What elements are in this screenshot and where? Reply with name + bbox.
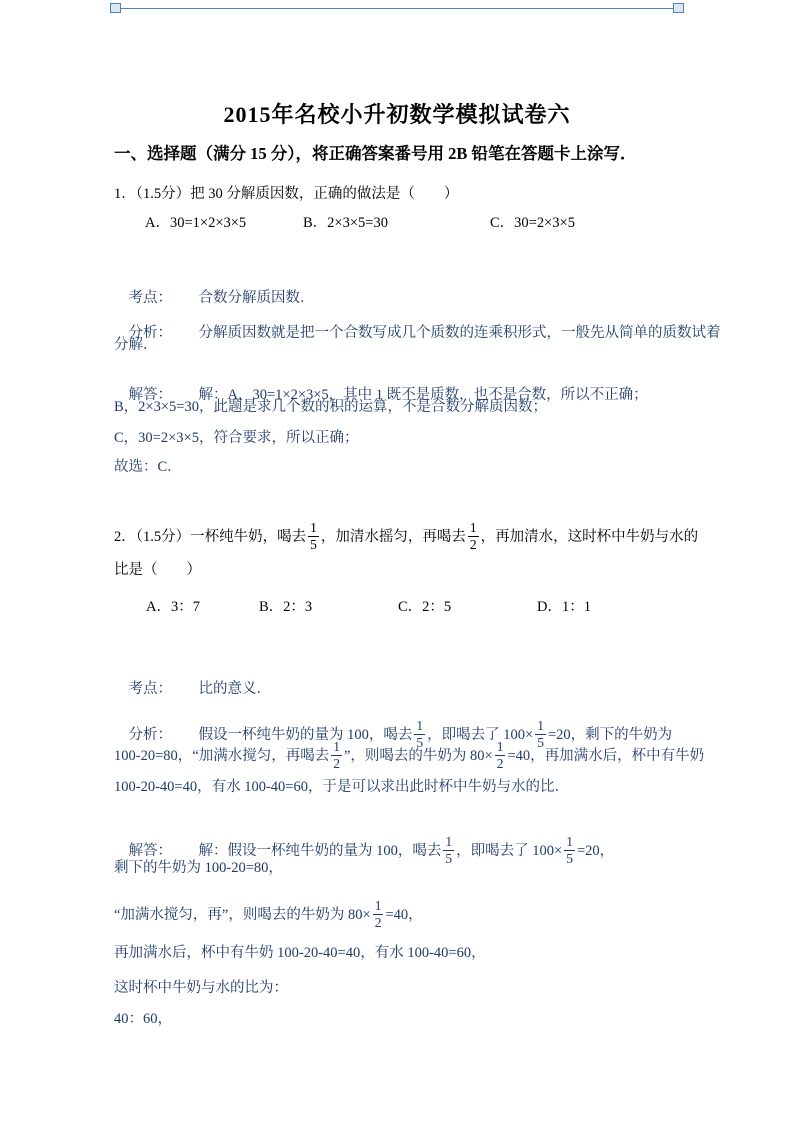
q2-stem-line1: 2．（1.5分）一杯纯牛奶，喝去 $\frac{1}{5}$ ，加清水摇匀，再喝去 $\frac{1}{2}$ ，再加清水，这时杯中牛奶与水的 (114, 520, 699, 553)
fraction: $\frac{1}{5}$ (416, 718, 424, 751)
page-title: 2015年名校小升初数学模拟试卷六 (223, 102, 571, 127)
top-frame-line (121, 8, 673, 9)
q2-fenxi-line2: 100-20=80，“加满水搅匀，再喝去 $\frac{1}{2}$ ”，则喝去的牛奶为 80× $\frac{1}{2}$ =40，再加满水后，杯中有牛奶 (114, 739, 705, 772)
q2-jieda-line6: 40：60， (114, 1011, 172, 1027)
q1-fenxi-row (114, 303, 721, 363)
fenxi-label: 分析： (128, 325, 172, 341)
q1-option-c: C．30=2×3×5 (490, 215, 575, 231)
frame-handle-left (110, 3, 121, 13)
q2-option-a: A．3：7 (146, 599, 200, 615)
q2-option-c: C．2：5 (398, 599, 452, 615)
q1-jieda-line2: B，2×3×5=30，此题是求几个数的积的运算，不是合数分解质因数； (114, 399, 547, 415)
kaodian-label: 考点： (128, 290, 172, 306)
q1-stem: 1．（1.5分）把 30 分解质因数，正确的做法是（ ） (114, 186, 459, 202)
q2-kaodian-text: 比的意义． (198, 681, 271, 697)
q1-option-a: A．30=1×2×3×5 (145, 215, 247, 231)
fraction: $\frac{1}{5}$ (566, 834, 573, 867)
frame-handle-right (673, 3, 684, 13)
q1-fenxi-line2: 分解． (114, 337, 158, 353)
fraction: $\frac{1}{5}$ (445, 834, 453, 867)
fraction: $\frac{1}{2}$ (333, 739, 340, 772)
fenxi-label: 分析： (128, 726, 172, 743)
q2-jieda-line5: 这时杯中牛奶与水的比为： (114, 980, 288, 996)
fraction: $\frac{1}{2}$ (469, 520, 477, 553)
fraction: $\frac{1}{2}$ (374, 898, 382, 931)
q1-jieda-line1: 解：A，30=1×2×3×5，其中 1 既不是质数，也不是合数，所以不正确； (198, 387, 648, 403)
q2-option-b: B．2：3 (259, 599, 313, 615)
q2-jieda-line3: “加满水搅匀，再”，则喝去的牛奶为 80× $\frac{1}{2}$ =40， (114, 898, 423, 931)
q1-jieda-line4: 故选：C． (114, 459, 182, 475)
q2-jieda-line4: 再加满水后，杯中有牛奶 100-20-40=40，有水 100-40=60， (114, 945, 486, 961)
q1-option-b: B．2×3×5=30 (303, 215, 388, 231)
q1-jieda-line3: C，30=2×3×5，符合要求，所以正确； (114, 430, 359, 446)
fraction: $\frac{1}{2}$ (496, 739, 504, 772)
kaodian-label: 考点： (128, 681, 172, 697)
q2-option-d: D．1：1 (537, 599, 591, 615)
fraction: $\frac{1}{5}$ (310, 520, 317, 553)
q2-fenxi-line3: 100-20-40=40，有水 100-40=60，于是可以求出此时杯中牛奶与水的比． (114, 779, 569, 795)
fraction: $\frac{1}{5}$ (537, 718, 544, 751)
q2-jieda-line2: 剩下的牛奶为 100-20=80， (114, 860, 283, 876)
section-header: 一、选择题（满分 15 分），将正确答案番号用 2B 铅笔在答题卡上涂写． (114, 144, 637, 163)
q2-jieda-line1: 解：假设一杯纯牛奶的量为 100，喝去 $\frac{1}{5}$ ，即喝去了 100× $\frac{1}{5}$ =20， (198, 834, 615, 867)
q1-fenxi-line1: 分解质因数就是把一个合数写成几个质数的连乘积形式，一般先从简单的质数试着 (198, 325, 721, 341)
q1-kaodian-text: 合数分解质因数． (198, 290, 315, 306)
q2-fenxi-line1: 假设一杯纯牛奶的量为 100，喝去 $\frac{1}{5}$ ，即喝去了 100× $\frac{1}{5}$ =20，剩下的牛奶为 (198, 718, 673, 751)
q2-stem-line2: 比是（ ） (114, 562, 201, 578)
jieda-label: 解答： (128, 842, 172, 859)
jieda-label: 解答： (128, 387, 172, 403)
